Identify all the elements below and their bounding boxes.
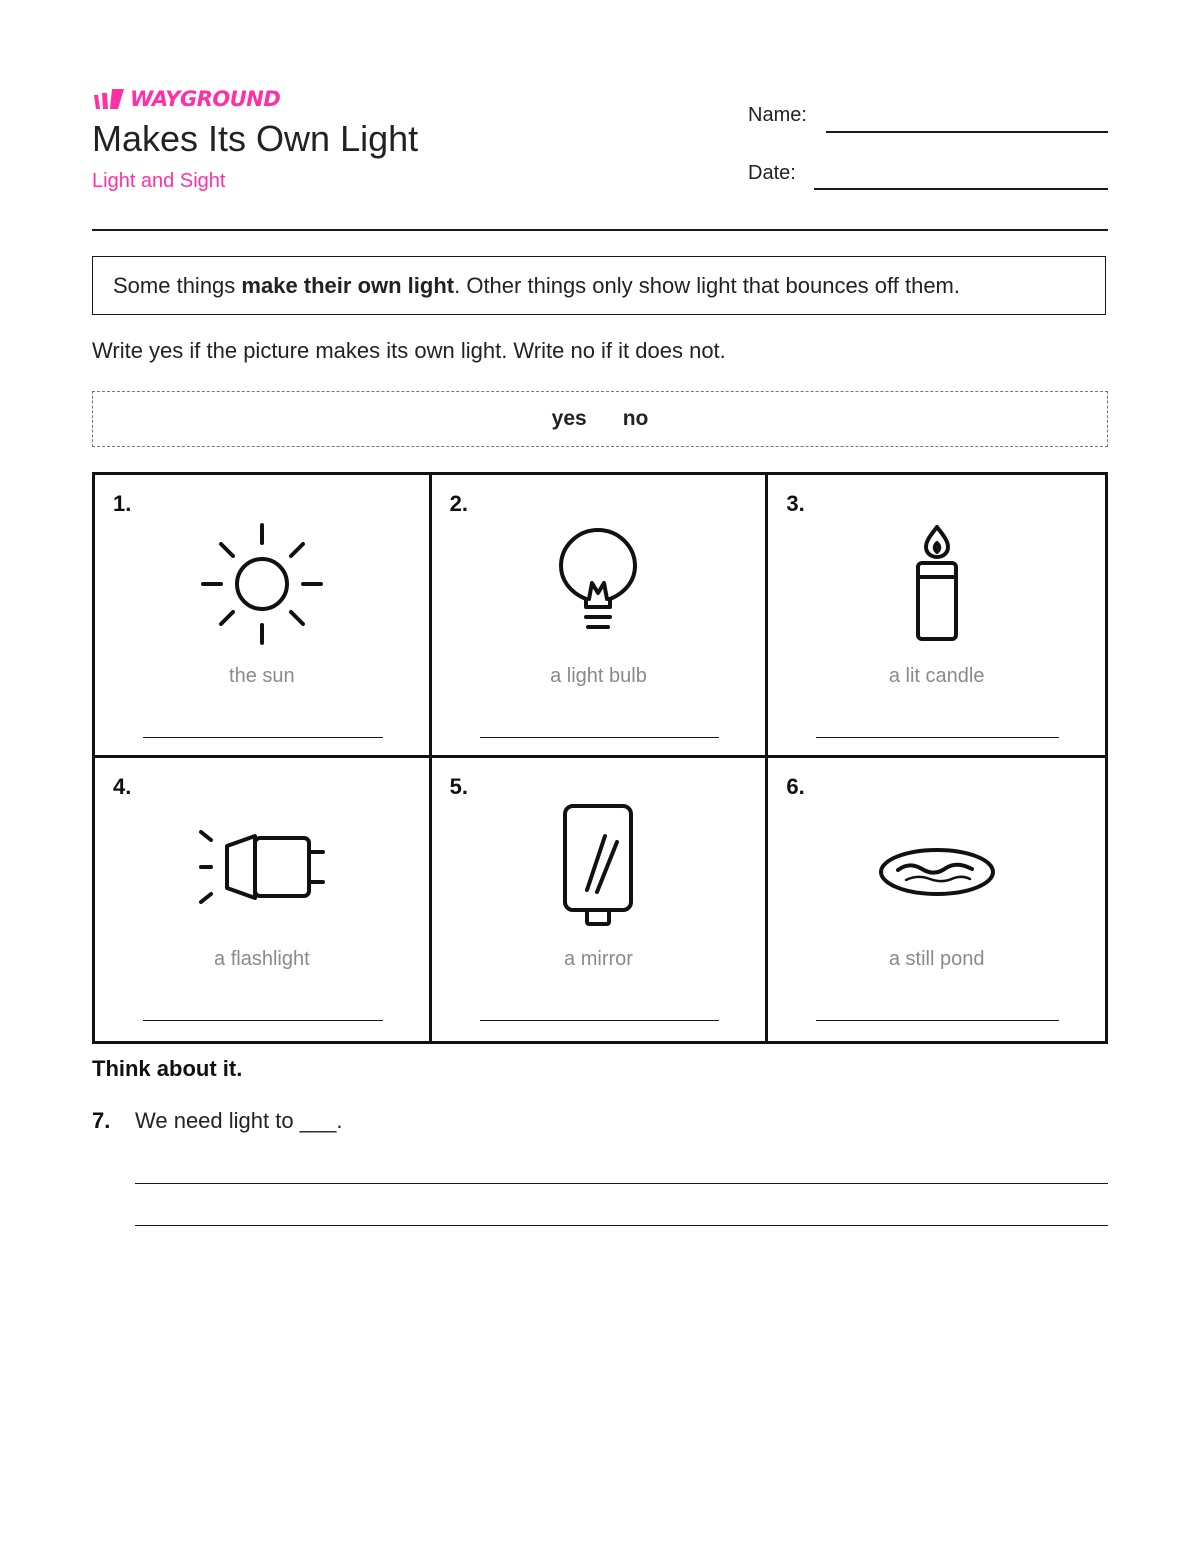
date-field[interactable] — [814, 188, 1108, 190]
pond-icon — [872, 802, 1002, 932]
question-7-answer-line-2[interactable] — [135, 1225, 1108, 1226]
page-subtitle: Light and Sight — [92, 170, 226, 192]
item-caption: a flashlight — [214, 948, 310, 970]
mirror-icon — [533, 802, 663, 932]
date-label: Date: — [748, 162, 796, 184]
item-cell-2 — [432, 475, 769, 758]
item-caption: a light bulb — [550, 665, 647, 687]
question-7-answer-line-1[interactable] — [135, 1183, 1108, 1184]
question-7-text: We need light to ___. — [135, 1108, 343, 1133]
page-title: Makes Its Own Light — [92, 118, 419, 159]
item-number: 4. — [113, 774, 132, 799]
info-box — [92, 256, 1106, 315]
light-bulb-icon — [533, 519, 663, 649]
brand-logo — [92, 86, 280, 112]
item-cell-5 — [432, 758, 769, 1041]
name-label: Name: — [748, 104, 807, 126]
word-bank-no: no — [622, 407, 649, 430]
think-heading: Think about it. — [92, 1056, 243, 1081]
brand-name: WAYGROUND — [130, 87, 281, 111]
item-number: 2. — [449, 491, 469, 516]
answer-line-2[interactable] — [480, 737, 720, 738]
item-cell-4 — [95, 758, 432, 1041]
word-bank-yes: yes — [551, 407, 587, 430]
flashlight-icon — [197, 802, 327, 932]
name-field[interactable] — [826, 131, 1108, 133]
answer-line-6[interactable] — [816, 1020, 1059, 1021]
header-divider — [92, 229, 1108, 231]
question-7-number: 7. — [92, 1108, 111, 1133]
item-number: 5. — [449, 774, 469, 799]
answer-line-1[interactable] — [143, 737, 383, 738]
wayground-logo-icon — [92, 87, 126, 111]
picture-grid — [92, 472, 1108, 1044]
item-cell-6 — [768, 758, 1105, 1041]
item-caption: a mirror — [564, 948, 633, 970]
instructions: Write yes if the picture makes its own light. Write no if it does not. — [92, 338, 726, 363]
answer-line-4[interactable] — [143, 1020, 383, 1021]
info-prefix: Some things — [113, 272, 242, 298]
item-number: 3. — [786, 491, 805, 516]
word-bank — [92, 391, 1108, 447]
item-caption: a lit candle — [888, 665, 985, 687]
item-cell-1 — [95, 475, 432, 758]
item-number: 1. — [113, 491, 132, 516]
item-number: 6. — [786, 774, 805, 799]
info-suffix: . Other things only show light that bounces off them. — [454, 272, 960, 298]
candle-icon — [872, 519, 1002, 649]
item-caption: the sun — [229, 665, 295, 687]
answer-line-3[interactable] — [816, 737, 1059, 738]
item-caption: a still pond — [888, 948, 985, 970]
answer-line-5[interactable] — [480, 1020, 720, 1021]
info-bold: make their own light — [241, 272, 455, 298]
item-cell-3 — [768, 475, 1105, 758]
sun-icon — [197, 519, 327, 649]
